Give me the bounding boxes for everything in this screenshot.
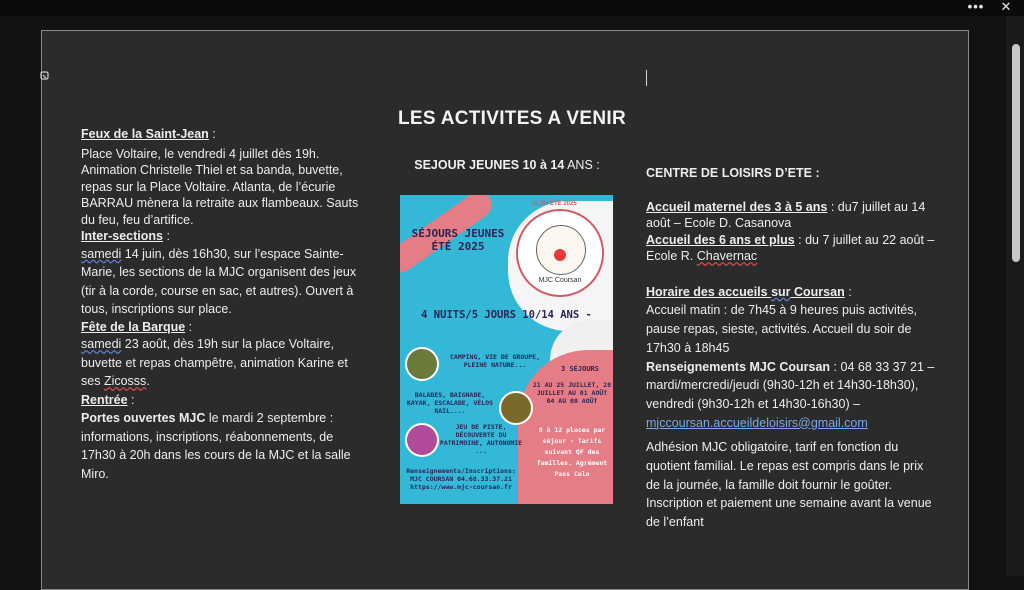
barque-paragraph bbox=[81, 335, 363, 391]
sejour-poster-image[interactable] bbox=[400, 195, 613, 504]
horaire-heading-sur: sur bbox=[771, 284, 791, 299]
saint-jean-colon: : bbox=[208, 127, 216, 141]
maternel-paragraph bbox=[646, 199, 938, 232]
poster-title: SÉJOURS JEUNES ÉTÉ 2025 bbox=[411, 227, 505, 253]
portes-ouvertes-text: le mardi 2 septembre : informations, inscriptions, réabonnements, de 17h30 à 20h dans les cours de la MJC et la salle Miro. bbox=[81, 411, 351, 481]
email-link[interactable]: mjccoursan.accueildeloisirs@gmail.com bbox=[646, 415, 868, 430]
left-column bbox=[81, 126, 363, 483]
barque-name: Zicosss bbox=[103, 374, 147, 388]
rentree-colon: : bbox=[127, 392, 135, 407]
saint-jean-heading: Feux de la Saint-Jean bbox=[81, 127, 209, 141]
poster-duration: 4 NUITS/5 JOURS 10/14 ANS - bbox=[421, 309, 592, 321]
poster-jeu-de-piste: JEU DE PISTE, DÉCOUVERTE DU PATRIMOINE, AUTONOMIE ... bbox=[439, 423, 523, 455]
logo-nose-icon bbox=[554, 249, 566, 261]
horaire-colon: : bbox=[844, 284, 852, 299]
patrimoine-photo bbox=[405, 423, 439, 457]
page-title: LES ACTIVITES A VENIR bbox=[398, 108, 626, 129]
six-ans-paragraph bbox=[646, 232, 938, 265]
maternel-text: : du7 juillet au 14 août – Ecole D. Casanova bbox=[646, 199, 926, 231]
barque-day: samedi bbox=[81, 337, 122, 351]
renseignements-paragraph bbox=[646, 358, 938, 414]
sejour-heading-bold: SEJOUR JEUNES 10 à 14 bbox=[414, 158, 565, 172]
vertical-scrollbar[interactable] bbox=[1006, 16, 1024, 576]
sejour-heading bbox=[400, 158, 614, 172]
poster-renseignements: Renseignements/Inscriptions: MJC COURSAN 04.68.33.37.21 https://www.mjc-coursan.fr bbox=[406, 467, 516, 491]
email-line bbox=[646, 414, 938, 433]
inter-heading-line bbox=[81, 228, 363, 245]
horaire-heading-a: Horaire des accueils bbox=[646, 284, 772, 299]
mjc-logo bbox=[516, 209, 604, 297]
maternel-heading: Accueil maternel des 3 à 5 ans bbox=[646, 199, 828, 214]
saint-jean-text: Place Voltaire, le vendredi 4 juillet dès 19h. Animation Christelle Thiel et sa banda, buvette, repas sur la Place Voltaire. Atlanta, de l’écurie BARRAU mènera la retraite aux flambeaux. Sauts du feu, feu d’artifice. bbox=[81, 146, 359, 227]
logo-caption: MJC Coursan bbox=[538, 277, 582, 284]
camping-photo bbox=[405, 347, 439, 381]
inter-colon: : bbox=[162, 229, 170, 243]
horaire-heading-b: Coursan bbox=[790, 284, 845, 299]
right-column bbox=[646, 164, 938, 532]
barque-end: . bbox=[146, 374, 150, 388]
inter-day: samedi bbox=[81, 246, 122, 261]
kayak-photo bbox=[499, 391, 533, 425]
barque-heading-line bbox=[81, 319, 363, 336]
close-button[interactable]: ✕ bbox=[1000, 0, 1012, 14]
horaire-text: Accueil matin : de 7h45 à 9 heures puis activités, pause repas, sieste, activités. Accueil du soir de 17h30 à 18h45 bbox=[646, 303, 917, 355]
poster-camping: CAMPING, VIE DE GROUPE, PLEINE NATURE... bbox=[449, 353, 540, 369]
poster-balades: BALADES, BAIGNADE, KAYAK, ESCALADE, VÉLOS RAIL.... bbox=[406, 391, 494, 415]
sejour-heading-rest: ANS : bbox=[564, 158, 600, 172]
inter-sections-heading: Inter-sections bbox=[81, 229, 163, 243]
window-titlebar bbox=[0, 0, 1024, 16]
more-options-button[interactable]: ••• bbox=[967, 0, 985, 14]
barque-heading: Fête de la Barque bbox=[81, 319, 186, 334]
centre-loisirs-heading: CENTRE DE LOISIRS D’ETE : bbox=[646, 166, 820, 180]
rentree-paragraph bbox=[81, 409, 363, 483]
barque-text: 23 août, dès 19h sur la place Voltaire, buvette et repas champêtre, animation Karine et ses bbox=[81, 337, 348, 388]
rentree-heading-line bbox=[81, 391, 363, 410]
poster-dates: 21 AU 25 JUILLET, 28 JUILLET AU 01 AOÛT 04 AU 08 AOÛT bbox=[532, 381, 612, 405]
rentree-heading: Rentrée bbox=[81, 392, 128, 407]
poster-sejours-count: 3 SÉJOURS bbox=[561, 365, 599, 373]
poster-places: 8 à 12 places par séjour - Tarifs suivant QF des familles. Agrément Pass Colo bbox=[536, 426, 608, 478]
portes-ouvertes-label: Portes ouvertes MJC bbox=[81, 411, 206, 425]
adhesion-text: Adhésion MJC obligatoire, tarif en fonction du quotient familial. Le repas est compris dans le prix de la journée, la famille doit fournir le goûter. Inscription et paiement une semaine avant la venue de l’enfant bbox=[646, 440, 932, 530]
barque-colon: : bbox=[185, 319, 193, 334]
six-ans-heading: Accueil des 6 ans et plus bbox=[646, 232, 795, 247]
scrollbar-thumb[interactable] bbox=[1012, 44, 1020, 262]
renseignements-label: Renseignements MJC Coursan bbox=[646, 359, 831, 374]
saint-jean-heading-line bbox=[81, 126, 363, 143]
six-ans-school: Chavernac bbox=[696, 249, 758, 264]
renseignements-text: : 04 68 33 37 21 – mardi/mercredi/jeudi (9h30-12h et 14h30-18h30), vendredi (9h30-12h et 14h30-16h30) – bbox=[646, 359, 935, 411]
inter-sections-paragraph bbox=[81, 245, 363, 319]
six-ans-text: : du 7 juillet au 22 août – Ecole R. bbox=[646, 232, 935, 264]
paragraph-anchor-icon[interactable] bbox=[39, 70, 51, 82]
horaire-heading-line bbox=[646, 283, 938, 302]
poster-alsh-label: ALSH ÉTÉ 2025 bbox=[532, 201, 577, 207]
inter-sections-text: 14 juin, dès 16h30, sur l’espace Sainte-Marie, les sections de la MJC organisent des jeux (tir à la corde, course en sac, et autres). Ouvert à tous, inscriptions sur place. bbox=[81, 246, 357, 316]
text-cursor bbox=[646, 70, 647, 86]
